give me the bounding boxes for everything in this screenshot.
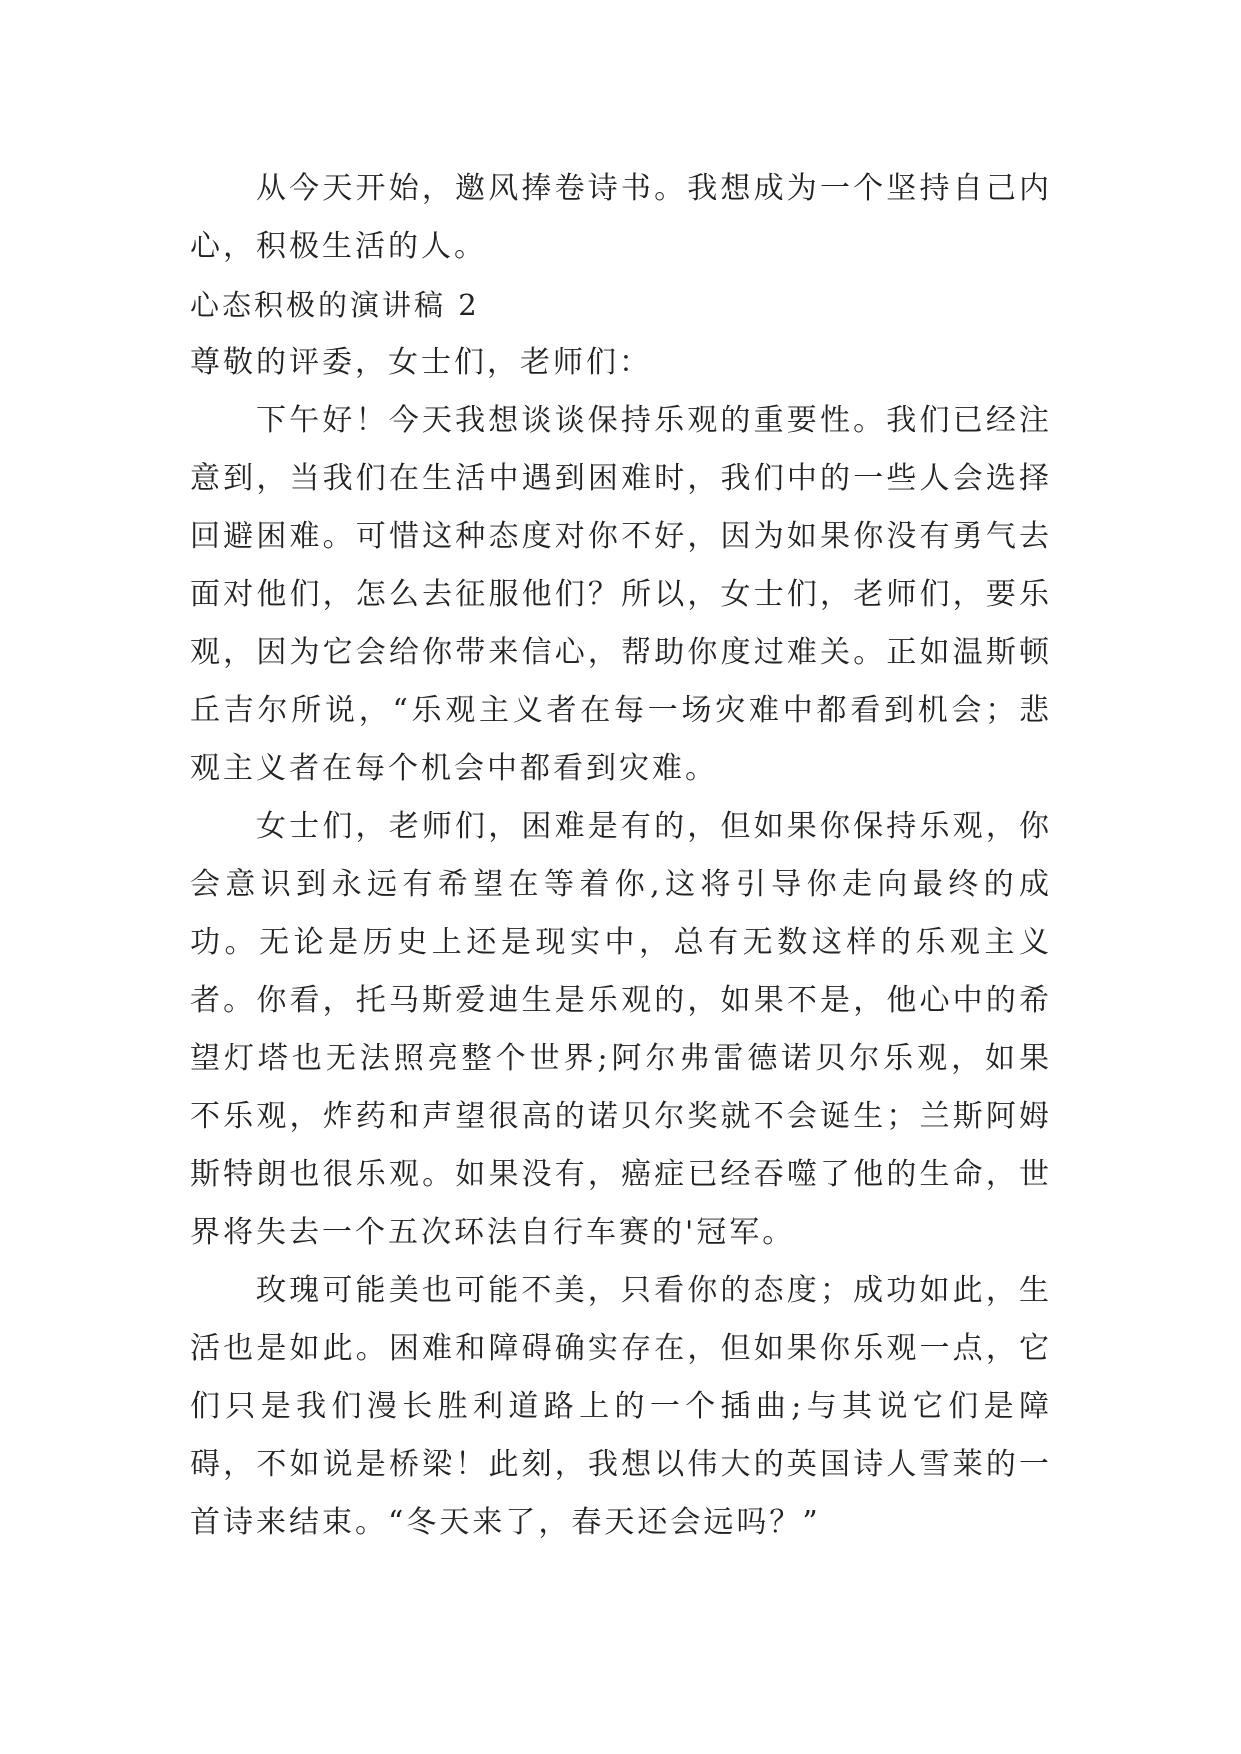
paragraph-3: 女士们，老师们，困难是有的，但如果你保持乐观，你会意识到永远有希望在等着你,这将引导你走向最终的成功。无论是历史上还是现实中，总有无数这样的乐观主义者。你看，托马斯爱迪生是乐观的，如果不是，他心中的希望灯塔也无法照亮整个世界;阿尔弗雷德诺贝尔乐观，如果不乐观，炸药和声望很高的诺贝尔奖就不会诞生；兰斯阿姆斯特朗也很乐观。如果没有，癌症已经吞噬了他的生命，世界将失去一个五次环法自行车赛的'冠军。 [190, 809, 1052, 1250]
salutation: 尊敬的评委，女士们，老师们： [190, 345, 652, 380]
document-body [190, 160, 1052, 1552]
paragraph-1: 从今天开始，邀风捧卷诗书。我想成为一个坚持自己内心，积极生活的人。 [190, 171, 1052, 264]
paragraph-4: 玫瑰可能美也可能不美，只看你的态度；成功如此，生活也是如此。困难和障碍确实存在，但如果你乐观一点，它们只是我们漫长胜利道路上的一个插曲;与其说它们是障碍，不如说是桥梁！此刻，我想以伟大的英国诗人雪莱的一首诗来结束。“冬天来了，春天还会远吗？” [190, 1273, 1052, 1540]
paragraph-2: 下午好！今天我想谈谈保持乐观的重要性。我们已经注意到，当我们在生活中遇到困难时，我们中的一些人会选择回避困难。可惜这种态度对你不好，因为如果你没有勇气去面对他们，怎么去征服他们？所以，女士们，老师们，要乐观，因为它会给你带来信心，帮助你度过难关。正如温斯顿丘吉尔所说，“乐观主义者在每一场灾难中都看到机会；悲观主义者在每个机会中都看到灾难。 [190, 403, 1052, 786]
section-heading: 心态积极的演讲稿 2 [190, 288, 480, 322]
